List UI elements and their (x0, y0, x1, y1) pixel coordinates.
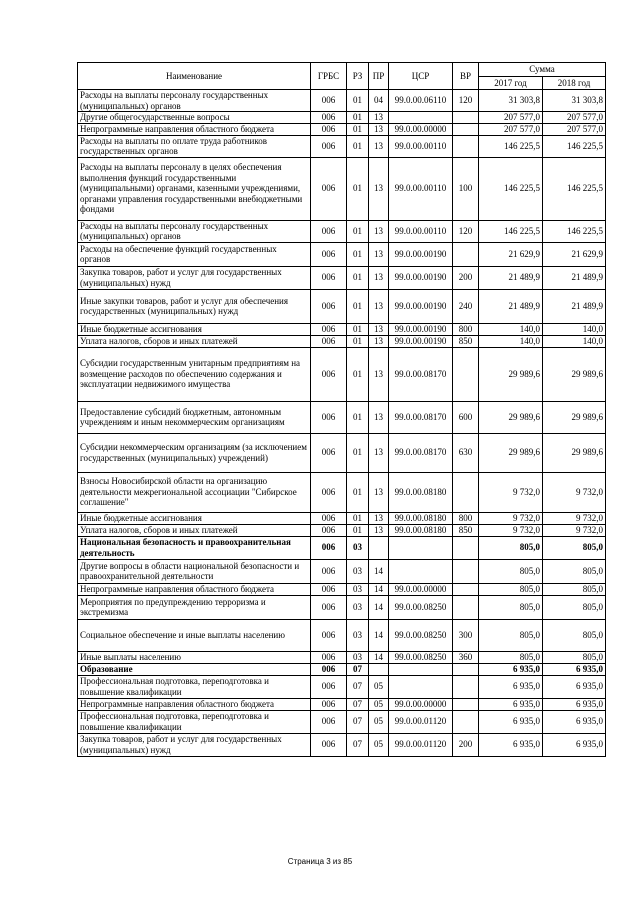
cell-pr: 13 (369, 401, 389, 433)
cell-s2018: 29 989,6 (543, 401, 606, 433)
cell-csr: 99.0.00.08250 (389, 595, 453, 619)
cell-pr: 14 (369, 559, 389, 583)
cell-s2017: 29 989,6 (479, 401, 543, 433)
cell-s2018: 6 935,0 (543, 663, 606, 675)
cell-s2018: 9 732,0 (543, 512, 606, 524)
cell-rz: 07 (347, 733, 369, 756)
cell-s2017: 6 935,0 (479, 733, 543, 756)
cell-csr (389, 663, 453, 675)
cell-grbs: 006 (311, 401, 347, 433)
cell-rz: 01 (347, 347, 369, 401)
table-body (78, 90, 606, 757)
cell-csr: 99.0.00.08250 (389, 619, 453, 651)
cell-s2017: 146 225,5 (479, 135, 543, 157)
cell-s2018: 21 489,9 (543, 266, 606, 289)
table-row (78, 323, 606, 335)
cell-rz: 03 (347, 559, 369, 583)
cell-vr: 800 (453, 323, 479, 335)
cell-name: Профессиональная подготовка, переподготовка и повышение квалификации (78, 710, 311, 733)
cell-rz: 03 (347, 651, 369, 663)
cell-rz: 01 (347, 433, 369, 472)
cell-name: Иные бюджетные ассигнования (78, 323, 311, 335)
cell-rz: 03 (347, 536, 369, 559)
cell-name: Уплата налогов, сборов и иных платежей (78, 524, 311, 536)
cell-pr: 14 (369, 651, 389, 663)
cell-grbs: 006 (311, 733, 347, 756)
cell-s2017: 146 225,5 (479, 157, 543, 220)
header-year-2018: 2018 год (543, 77, 606, 90)
cell-grbs: 006 (311, 472, 347, 512)
cell-pr: 13 (369, 524, 389, 536)
cell-name: Закупка товаров, работ и услуг для государственных (муниципальных) нужд (78, 733, 311, 756)
cell-vr: 850 (453, 335, 479, 347)
cell-grbs: 006 (311, 710, 347, 733)
cell-s2017: 140,0 (479, 323, 543, 335)
table-header (78, 63, 606, 90)
cell-csr: 99.0.00.00000 (389, 698, 453, 710)
cell-pr: 05 (369, 698, 389, 710)
cell-name: Социальное обеспечение и иные выплаты населению (78, 619, 311, 651)
table-row (78, 266, 606, 289)
table-row (78, 289, 606, 323)
cell-vr (453, 135, 479, 157)
cell-grbs: 006 (311, 220, 347, 242)
cell-s2018: 805,0 (543, 651, 606, 663)
cell-name: Взносы Новосибирской области на организацию деятельности межрегиональной ассоциации "Сибирское соглашение" (78, 472, 311, 512)
cell-csr (389, 536, 453, 559)
cell-s2017: 31 303,8 (479, 90, 543, 112)
cell-pr: 13 (369, 323, 389, 335)
cell-grbs: 006 (311, 583, 347, 595)
cell-csr: 99.0.00.08170 (389, 401, 453, 433)
cell-csr: 99.0.00.00190 (389, 266, 453, 289)
cell-csr: 99.0.00.08250 (389, 651, 453, 663)
cell-s2018: 805,0 (543, 583, 606, 595)
cell-vr: 100 (453, 157, 479, 220)
cell-s2017: 21 489,9 (479, 266, 543, 289)
cell-s2017: 140,0 (479, 335, 543, 347)
cell-s2017: 9 732,0 (479, 512, 543, 524)
header-grbs: ГРБС (311, 63, 347, 90)
cell-rz: 01 (347, 266, 369, 289)
cell-s2017: 6 935,0 (479, 675, 543, 698)
cell-csr: 99.0.00.00000 (389, 123, 453, 135)
cell-s2018: 29 989,6 (543, 433, 606, 472)
cell-name: Предоставление субсидий бюджетным, автономным учреждениям и иным некоммерческим организациям (78, 401, 311, 433)
cell-grbs: 006 (311, 512, 347, 524)
cell-s2018: 9 732,0 (543, 472, 606, 512)
cell-s2017: 805,0 (479, 536, 543, 559)
cell-grbs: 006 (311, 266, 347, 289)
cell-name: Иные бюджетные ассигнования (78, 512, 311, 524)
table-row (78, 135, 606, 157)
cell-name: Расходы на обеспечение функций государственных органов (78, 242, 311, 266)
cell-vr: 120 (453, 220, 479, 242)
cell-s2018: 805,0 (543, 595, 606, 619)
cell-name: Иные закупки товаров, работ и услуг для обеспечения государственных (муниципальных) нужд (78, 289, 311, 323)
cell-pr: 13 (369, 135, 389, 157)
table-row (78, 220, 606, 242)
cell-pr: 05 (369, 675, 389, 698)
cell-rz: 01 (347, 220, 369, 242)
cell-csr: 99.0.00.00190 (389, 323, 453, 335)
cell-pr: 14 (369, 595, 389, 619)
cell-grbs: 006 (311, 242, 347, 266)
cell-pr: 13 (369, 335, 389, 347)
cell-rz: 07 (347, 710, 369, 733)
cell-s2018: 805,0 (543, 559, 606, 583)
cell-s2017: 6 935,0 (479, 710, 543, 733)
cell-vr (453, 536, 479, 559)
cell-s2017: 9 732,0 (479, 472, 543, 512)
cell-s2018: 146 225,5 (543, 220, 606, 242)
cell-name: Непрограммные направления областного бюджета (78, 123, 311, 135)
cell-s2017: 805,0 (479, 583, 543, 595)
cell-name: Иные выплаты населению (78, 651, 311, 663)
cell-s2018: 140,0 (543, 323, 606, 335)
cell-pr: 13 (369, 266, 389, 289)
cell-grbs: 006 (311, 123, 347, 135)
cell-csr: 99.0.00.08180 (389, 472, 453, 512)
table-row (78, 472, 606, 512)
cell-rz: 01 (347, 135, 369, 157)
cell-vr (453, 559, 479, 583)
table-row (78, 242, 606, 266)
cell-rz: 01 (347, 512, 369, 524)
header-sum: Сумма (479, 63, 606, 77)
table-row (78, 335, 606, 347)
cell-vr (453, 472, 479, 512)
cell-vr: 200 (453, 733, 479, 756)
table-row (78, 675, 606, 698)
cell-rz: 03 (347, 595, 369, 619)
cell-grbs: 006 (311, 90, 347, 112)
cell-pr: 13 (369, 157, 389, 220)
cell-csr: 99.0.00.00000 (389, 583, 453, 595)
cell-rz: 01 (347, 289, 369, 323)
cell-grbs: 006 (311, 524, 347, 536)
cell-pr: 14 (369, 619, 389, 651)
cell-pr: 13 (369, 472, 389, 512)
cell-pr: 13 (369, 289, 389, 323)
table-row (78, 157, 606, 220)
cell-pr: 13 (369, 112, 389, 124)
cell-grbs: 006 (311, 112, 347, 124)
cell-pr: 13 (369, 512, 389, 524)
cell-csr (389, 559, 453, 583)
header-vr: ВР (453, 63, 479, 90)
header-rz: РЗ (347, 63, 369, 90)
cell-vr: 360 (453, 651, 479, 663)
cell-grbs: 006 (311, 651, 347, 663)
cell-pr: 13 (369, 433, 389, 472)
cell-csr: 99.0.00.00190 (389, 289, 453, 323)
cell-pr: 13 (369, 220, 389, 242)
cell-vr: 800 (453, 512, 479, 524)
table-row (78, 536, 606, 559)
cell-s2017: 805,0 (479, 559, 543, 583)
table-row (78, 651, 606, 663)
table-row (78, 524, 606, 536)
cell-vr (453, 675, 479, 698)
cell-rz: 01 (347, 335, 369, 347)
table-row (78, 112, 606, 124)
cell-grbs: 006 (311, 559, 347, 583)
cell-rz: 01 (347, 472, 369, 512)
cell-pr: 04 (369, 90, 389, 112)
cell-s2017: 6 935,0 (479, 698, 543, 710)
cell-rz: 01 (347, 323, 369, 335)
cell-vr: 200 (453, 266, 479, 289)
cell-name: Расходы на выплаты по оплате труда работников государственных органов (78, 135, 311, 157)
table-row (78, 559, 606, 583)
table-row (78, 698, 606, 710)
cell-s2017: 29 989,6 (479, 347, 543, 401)
table-row (78, 710, 606, 733)
cell-name: Профессиональная подготовка, переподготовка и повышение квалификации (78, 675, 311, 698)
cell-rz: 01 (347, 524, 369, 536)
cell-name: Расходы на выплаты персоналу в целях обеспечения выполнения функций государственными (муниципальными) органами, казенными учреждениями, органами управления государственными внебюджетными фондами (78, 157, 311, 220)
cell-grbs: 006 (311, 663, 347, 675)
cell-name: Субсидии некоммерческим организациям (за исключением государственных (муниципальных) учреждений) (78, 433, 311, 472)
table-row (78, 733, 606, 756)
cell-s2018: 146 225,5 (543, 135, 606, 157)
table-row (78, 583, 606, 595)
cell-rz: 03 (347, 619, 369, 651)
cell-pr: 05 (369, 710, 389, 733)
table-row (78, 663, 606, 675)
cell-pr (369, 536, 389, 559)
cell-s2018: 9 732,0 (543, 524, 606, 536)
cell-grbs: 006 (311, 595, 347, 619)
cell-s2017: 805,0 (479, 651, 543, 663)
cell-grbs: 006 (311, 698, 347, 710)
cell-rz: 01 (347, 123, 369, 135)
cell-grbs: 006 (311, 433, 347, 472)
cell-rz: 01 (347, 90, 369, 112)
cell-pr: 05 (369, 733, 389, 756)
cell-csr (389, 675, 453, 698)
cell-grbs: 006 (311, 323, 347, 335)
table-row (78, 433, 606, 472)
cell-vr (453, 112, 479, 124)
cell-vr: 630 (453, 433, 479, 472)
cell-vr: 300 (453, 619, 479, 651)
cell-grbs: 006 (311, 675, 347, 698)
cell-csr: 99.0.00.00110 (389, 220, 453, 242)
cell-csr: 99.0.00.08180 (389, 512, 453, 524)
cell-s2018: 207 577,0 (543, 123, 606, 135)
cell-name: Закупка товаров, работ и услуг для государственных (муниципальных) нужд (78, 266, 311, 289)
cell-vr: 120 (453, 90, 479, 112)
cell-rz: 03 (347, 583, 369, 595)
cell-grbs: 006 (311, 347, 347, 401)
cell-s2017: 6 935,0 (479, 663, 543, 675)
cell-s2018: 140,0 (543, 335, 606, 347)
cell-vr: 240 (453, 289, 479, 323)
cell-name: Непрограммные направления областного бюджета (78, 698, 311, 710)
cell-name: Уплата налогов, сборов и иных платежей (78, 335, 311, 347)
header-csr: ЦСР (389, 63, 453, 90)
cell-s2017: 805,0 (479, 619, 543, 651)
cell-csr: 99.0.00.08180 (389, 524, 453, 536)
cell-vr: 600 (453, 401, 479, 433)
cell-s2017: 21 489,9 (479, 289, 543, 323)
cell-s2017: 207 577,0 (479, 112, 543, 124)
cell-grbs: 006 (311, 157, 347, 220)
page-number: Страница 3 из 85 (287, 857, 353, 866)
cell-csr: 99.0.00.08170 (389, 347, 453, 401)
cell-csr (389, 112, 453, 124)
cell-vr (453, 347, 479, 401)
cell-s2018: 805,0 (543, 619, 606, 651)
cell-rz: 01 (347, 157, 369, 220)
cell-s2018: 21 629,9 (543, 242, 606, 266)
cell-name: Расходы на выплаты персоналу государственных (муниципальных) органов (78, 90, 311, 112)
cell-grbs: 006 (311, 619, 347, 651)
table-row (78, 401, 606, 433)
cell-rz: 01 (347, 242, 369, 266)
cell-csr: 99.0.00.01120 (389, 710, 453, 733)
cell-rz: 07 (347, 663, 369, 675)
cell-name: Национальная безопасность и правоохранительная деятельность (78, 536, 311, 559)
table-row (78, 595, 606, 619)
cell-s2018: 207 577,0 (543, 112, 606, 124)
header-pr: ПР (369, 63, 389, 90)
cell-s2017: 29 989,6 (479, 433, 543, 472)
cell-grbs: 006 (311, 289, 347, 323)
cell-s2017: 9 732,0 (479, 524, 543, 536)
cell-s2017: 207 577,0 (479, 123, 543, 135)
cell-csr: 99.0.00.06110 (389, 90, 453, 112)
cell-csr: 99.0.00.01120 (389, 733, 453, 756)
table-row (78, 123, 606, 135)
cell-s2018: 805,0 (543, 536, 606, 559)
cell-s2018: 6 935,0 (543, 733, 606, 756)
cell-grbs: 006 (311, 536, 347, 559)
cell-rz: 07 (347, 698, 369, 710)
table-row (78, 347, 606, 401)
cell-name: Другие вопросы в области национальной безопасности и правоохранительной деятельности (78, 559, 311, 583)
cell-s2017: 805,0 (479, 595, 543, 619)
cell-vr (453, 710, 479, 733)
cell-name: Расходы на выплаты персоналу государственных (муниципальных) органов (78, 220, 311, 242)
cell-vr (453, 583, 479, 595)
cell-s2017: 146 225,5 (479, 220, 543, 242)
cell-grbs: 006 (311, 135, 347, 157)
cell-vr: 850 (453, 524, 479, 536)
table-row (78, 619, 606, 651)
cell-pr: 13 (369, 242, 389, 266)
cell-csr: 99.0.00.00190 (389, 242, 453, 266)
cell-rz: 01 (347, 401, 369, 433)
cell-s2018: 29 989,6 (543, 347, 606, 401)
cell-vr (453, 242, 479, 266)
cell-name: Субсидии государственным унитарным предприятиям на возмещение расходов по обеспечению содержания и эксплуатации недвижимого имущества (78, 347, 311, 401)
cell-rz: 07 (347, 675, 369, 698)
cell-vr (453, 663, 479, 675)
cell-s2018: 6 935,0 (543, 698, 606, 710)
cell-grbs: 006 (311, 335, 347, 347)
cell-name: Образование (78, 663, 311, 675)
cell-rz: 01 (347, 112, 369, 124)
budget-table (77, 62, 606, 757)
cell-csr: 99.0.00.00190 (389, 335, 453, 347)
cell-s2017: 21 629,9 (479, 242, 543, 266)
header-name: Наименование (78, 63, 311, 90)
cell-pr: 13 (369, 123, 389, 135)
cell-name: Другие общегосударственные вопросы (78, 112, 311, 124)
cell-pr (369, 663, 389, 675)
cell-vr (453, 123, 479, 135)
cell-s2018: 21 489,9 (543, 289, 606, 323)
cell-name: Мероприятия по предупреждению терроризма и экстремизма (78, 595, 311, 619)
cell-s2018: 6 935,0 (543, 675, 606, 698)
cell-s2018: 6 935,0 (543, 710, 606, 733)
table-row (78, 90, 606, 112)
cell-s2018: 31 303,8 (543, 90, 606, 112)
cell-name: Непрограммные направления областного бюджета (78, 583, 311, 595)
cell-pr: 14 (369, 583, 389, 595)
cell-s2018: 146 225,5 (543, 157, 606, 220)
cell-csr: 99.0.00.00110 (389, 135, 453, 157)
cell-csr: 99.0.00.08170 (389, 433, 453, 472)
header-year-2017: 2017 год (479, 77, 543, 90)
cell-pr: 13 (369, 347, 389, 401)
cell-csr: 99.0.00.00110 (389, 157, 453, 220)
table-row (78, 512, 606, 524)
cell-vr (453, 698, 479, 710)
cell-vr (453, 595, 479, 619)
